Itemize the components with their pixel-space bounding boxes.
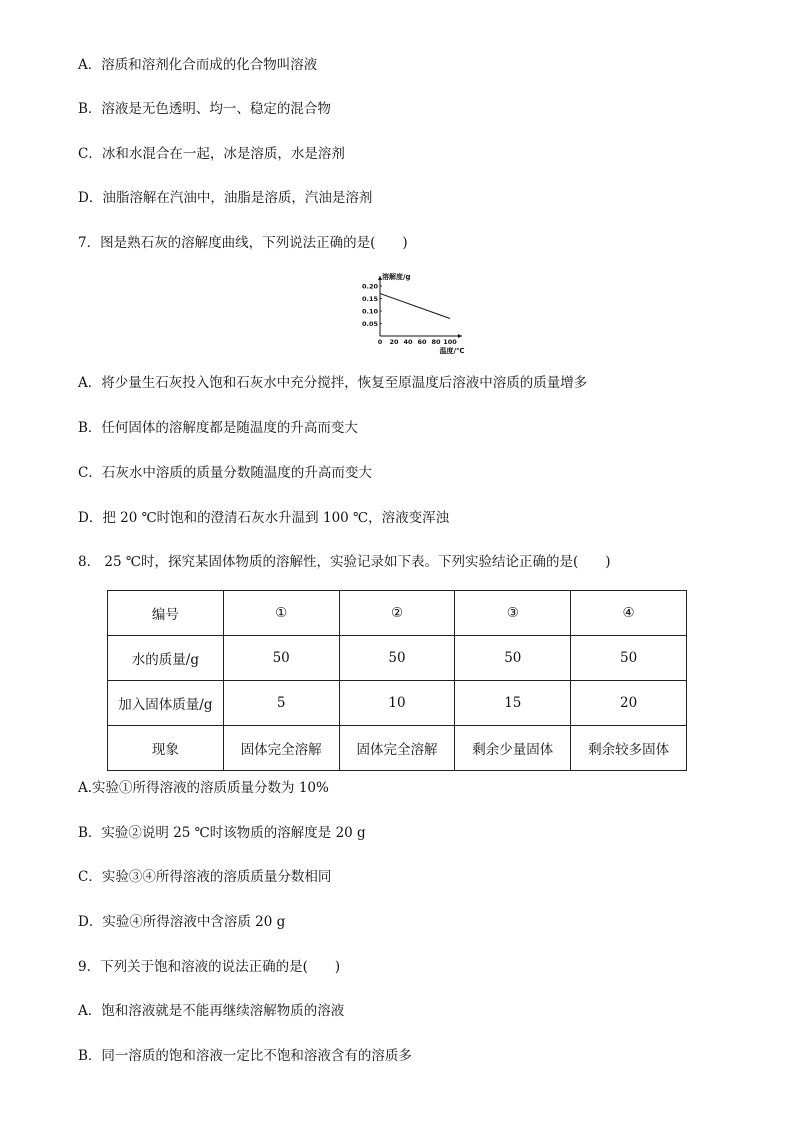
table-cell: 加入固体质量/g [108, 681, 224, 726]
q9-option-a: A．饱和溶液就是不能再继续溶解物质的溶液 [78, 1003, 345, 1019]
y-tick-label: 0.15 [361, 295, 378, 303]
q7-option-d: D．把 20 ℃时饱和的澄清石灰水升温到 100 ℃，溶液变浑浊 [78, 510, 450, 526]
x-tick-label: 80 [431, 338, 441, 346]
q8-option-a: A.实验①所得溶液的溶质质量分数为 10% [78, 780, 329, 796]
table-cell: ① [223, 591, 339, 636]
q8-option-b: B．实验②说明 25 ℃时该物质的溶解度是 20 g [78, 825, 366, 841]
q7-option-c: C．石灰水中溶质的质量分数随温度的升高而变大 [78, 465, 372, 481]
q6-option-b: B．溶液是无色透明、均一、稳定的混合物 [78, 101, 331, 117]
y-tick-label: 0.05 [361, 320, 378, 328]
q7-stem: 7．图是熟石灰的溶解度曲线，下列说法正确的是( ) [78, 235, 408, 251]
table-cell: 剩余少量固体 [455, 726, 571, 771]
q9-option-b: B．同一溶质的饱和溶液一定比不饱和溶液含有的溶质多 [78, 1048, 412, 1064]
x-tick-label: 0 [377, 338, 383, 346]
x-tick-label: 20 [389, 338, 399, 346]
table-cell: 50 [339, 636, 455, 681]
q7-option-a: A．将少量生石灰投入饱和石灰水中充分搅拌，恢复至原温度后溶液中溶质的质量增多 [78, 375, 588, 391]
q7-option-b: B．任何固体的溶解度都是随温度的升高而变大 [78, 420, 358, 436]
q6-option-c: C．冰和水混合在一起，冰是溶质，水是溶剂 [78, 146, 345, 162]
y-tick-label: 0.20 [361, 282, 378, 291]
q8-option-c: C．实验③④所得溶液的溶质质量分数相同 [78, 869, 332, 885]
y-axis-label: 溶解度/g [382, 273, 411, 281]
x-tick-label: 60 [417, 338, 427, 346]
table-row [108, 726, 687, 771]
table-cell: 50 [223, 636, 339, 681]
table-cell: 现象 [108, 726, 224, 771]
table-cell: 20 [571, 681, 687, 726]
x-axis-label: 温度/℃ [439, 347, 465, 355]
experiment-table [107, 590, 687, 771]
x-tick-label: 40 [403, 338, 413, 346]
q6-option-d: D．油脂溶解在汽油中，油脂是溶质，汽油是溶剂 [78, 190, 373, 206]
x-tick-label: 100 [443, 338, 457, 346]
q8-option-d: D．实验④所得溶液中含溶质 20 g [78, 914, 286, 930]
table-cell: 编号 [108, 591, 224, 636]
table-cell: ③ [455, 591, 571, 636]
q6-option-a: A．溶质和溶剂化合而成的化合物叫溶液 [78, 57, 318, 73]
table-header-row [108, 591, 687, 636]
table-cell: 50 [571, 636, 687, 681]
table-cell: 固体完全溶解 [339, 726, 455, 771]
table-cell: 5 [223, 681, 339, 726]
table-cell: 15 [455, 681, 571, 726]
table-row [108, 681, 687, 726]
q8-stem: 8． 25 ℃时，探究某固体物质的溶解性，实验记录如下表。下列实验结论正确的是( ) [78, 554, 611, 570]
table-cell: 10 [339, 681, 455, 726]
table-cell: 50 [455, 636, 571, 681]
table-cell: 水的质量/g [108, 636, 224, 681]
solubility-chart [356, 270, 466, 356]
y-tick-label: 0.10 [361, 307, 378, 316]
table-cell: ④ [571, 591, 687, 636]
x-axis-arrow [458, 334, 462, 338]
q9-stem: 9．下列关于饱和溶液的说法正确的是( ) [78, 959, 341, 975]
table-cell: ② [339, 591, 455, 636]
table-cell: 剩余较多固体 [571, 726, 687, 771]
table-row [108, 636, 687, 681]
table-cell: 固体完全溶解 [223, 726, 339, 771]
solubility-curve [380, 294, 450, 319]
